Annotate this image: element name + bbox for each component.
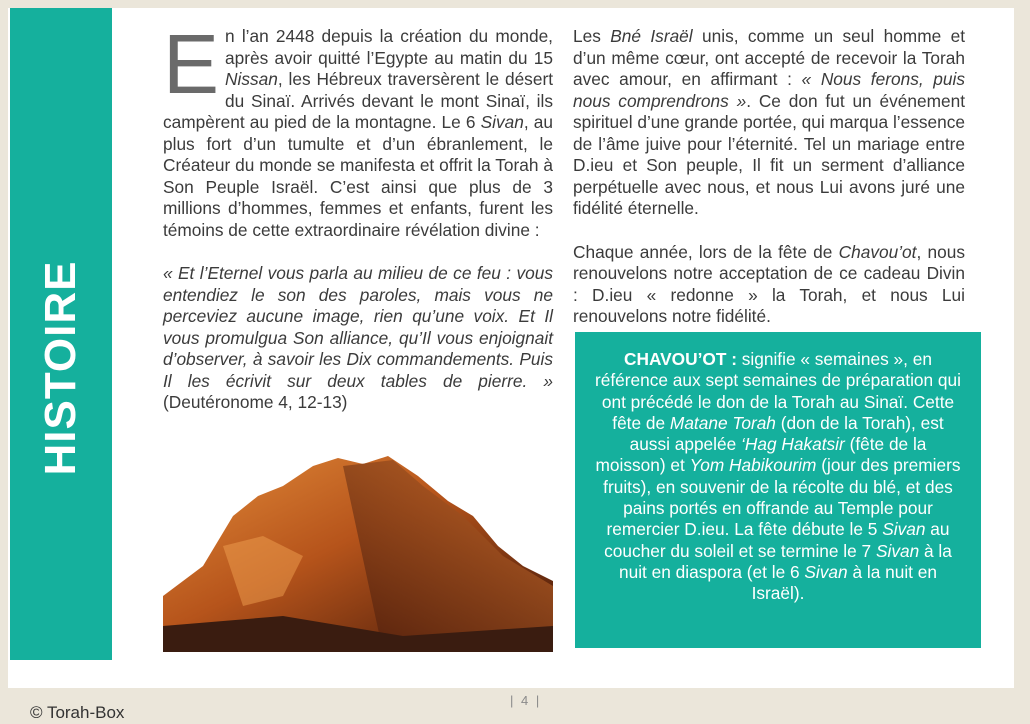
- drop-cap: E: [163, 17, 220, 111]
- intro-paragraph: En l’an 2448 depuis la création du monde, après avoir quitté l’Egypte au matin du 15 Nissan, les Hébreux traversèrent le désert du Sinaï. Arrivés devant le mont Sinaï, ils campèrent au pied de la montagne. Le 6 Sivan, au plus fort d’un tumulte et d’un ébranlement, le Créateur du monde se manifesta et offrit la Torah à Son Peuple Israël. C’est ainsi que plus de 3 millions d’hommes, femmes et enfants, furent les témoins de cette extraordinaire révélation divine :: [163, 17, 553, 240]
- mount-sinai-photo: [163, 446, 553, 652]
- right-paragraph-1: Les Bné Israël unis, comme un seul homme et d’un même cœur, ont accepté de recevoir la Torah avec amour, en affirmant : « Nous ferons, puis nous comprendrons ». Ce don fut un événement spirituel d’une grande portée, qui marqua l’essence de l’âme juive pour l’éternité. Tel un mariage entre D.ieu et Son peuple, Il fit un serment d’alliance perpétuelle avec nous, et nous Lui avons juré une fidélité éternelle.: [573, 26, 965, 218]
- callout-term: CHAVOU’OT :: [624, 349, 737, 369]
- bible-quote: « Et l’Eternel vous parla au milieu de ce feu : vous entendiez le son des paroles, mais vous ne perceviez aucune image, rien qu’une voix. Et Il vous promulgua Son alliance, qu’Il vous enjoignait d’observer, à savoir les Dix commandements. Puis Il les écrivit sur deux tables de pierre. » (Deutéronome 4, 12-13): [163, 263, 553, 412]
- page-number: | 4 |: [510, 693, 542, 708]
- sidebar: [10, 8, 112, 660]
- right-column: [573, 26, 965, 328]
- copyright: © Torah-Box: [30, 703, 125, 722]
- quote-reference: (Deutéronome 4, 12-13): [163, 392, 348, 412]
- left-column: [163, 17, 553, 414]
- right-paragraph-2: Chaque année, lors de la fête de Chavou’ot, nous renouvelons notre acceptation de ce cadeau Divin : D.ieu « redonne » la Torah, et nous Lui renouvelons notre fidélité.: [573, 241, 966, 326]
- chavouot-callout: CHAVOU’OT : signifie « semaines », en référence aux sept semaines de préparation qui ont précédé le don de la Torah au Sinaï. Cette fête de Matane Torah (don de la Torah), est aussi appelée ‘Hag Hakatsir (fête de la moisson) et Yom Habikourim (jour des premiers fruits), en souvenir de la récolte du blé, et des pains portés en offrande au Temple pour remercier D.ieu. La fête débute le 5 Sivan au coucher du soleil et se termine le 7 Sivan à la nuit en diaspora (et le 6 Sivan à la nuit en Israël).: [575, 332, 981, 648]
- section-title: HISTOIRE: [36, 260, 85, 476]
